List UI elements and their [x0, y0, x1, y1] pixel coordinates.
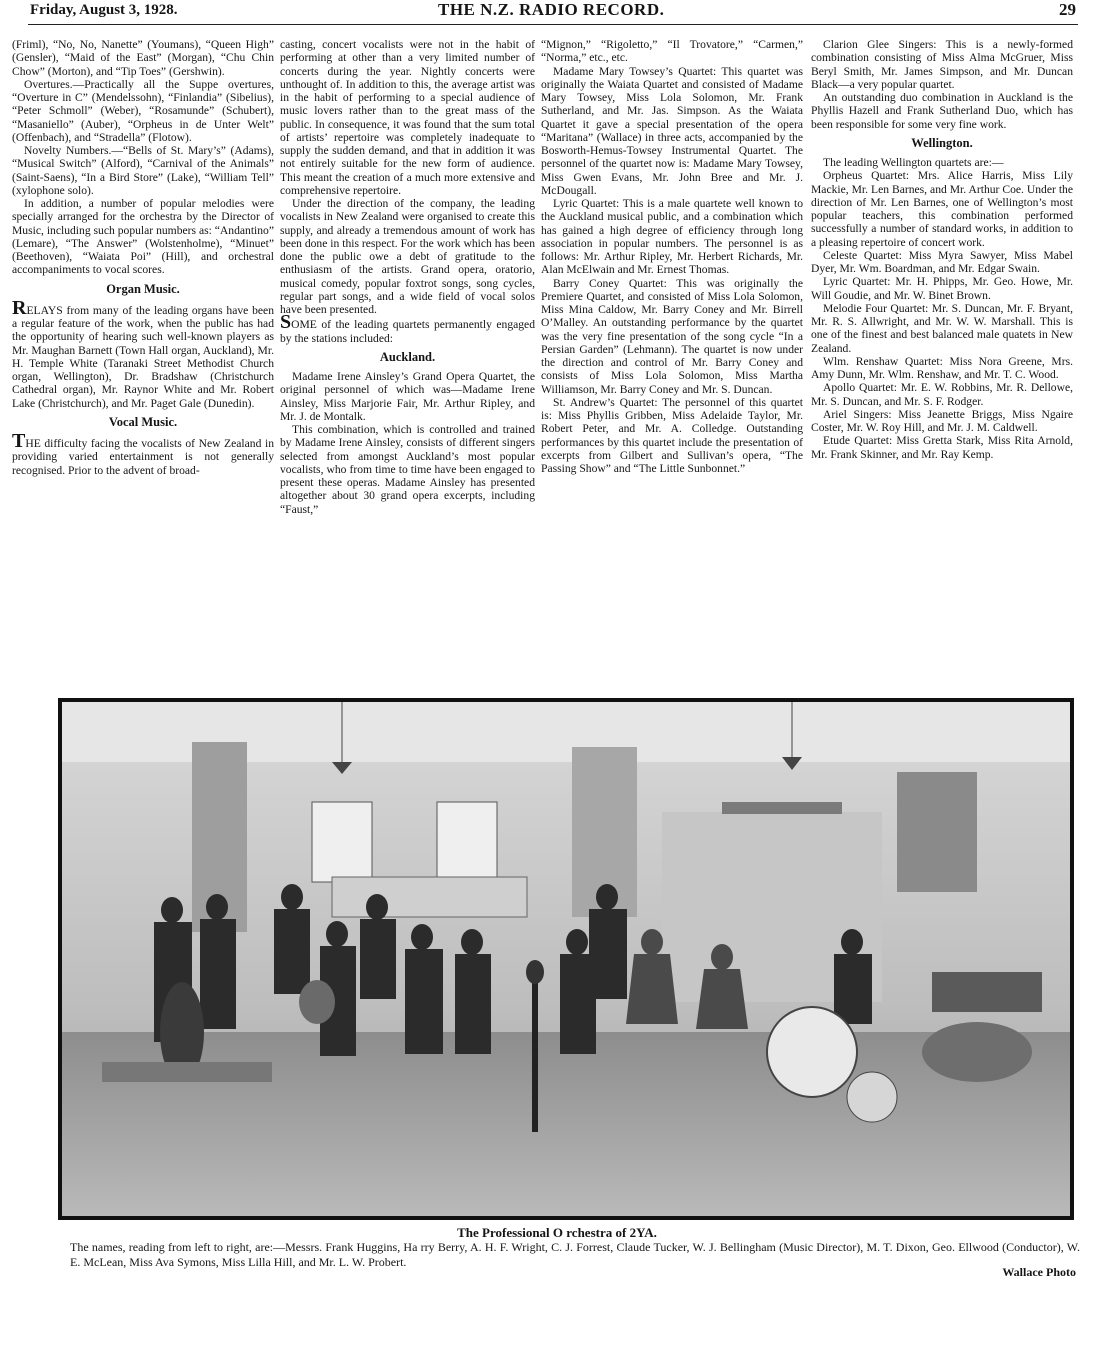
paragraph: Ariel Singers: Miss Jeanette Briggs, Miss Ngaire Coster, Mr. W. Roy Hill, and Mr. J. M. Caldwell. — [811, 407, 1073, 434]
section-heading-wellington: Wellington. — [911, 135, 973, 150]
publication-title: THE N.Z. RADIO RECORD. — [438, 0, 665, 19]
section-heading-auckland: Auckland. — [379, 349, 436, 364]
orchestra-photo — [58, 698, 1074, 1220]
paragraph-text: ELAYS from many of the leading organs have been a regular feature of the work, when the public has had the opportunity of hearing such well-known players as Mr. Maughan Barnett (Town Hall organ, Auckland), Mr. H. Temple White (Taranaki Street Methodist Church organ, Wellington), Dr. Bradshaw (Christchurch Cathedral organ), Mr. Raynor White and Mr. Robert Lake (Christchurch), and Mr. Paget Gale (Dunedin). — [12, 303, 274, 410]
paragraph: Lyric Quartet: Mr. H. Phipps, Mr. Geo. Howe, Mr. Will Goudie, and Mr. W. Binet Brown. — [811, 275, 1073, 302]
section-heading-organ: Organ Music. — [106, 281, 180, 296]
column-4 — [811, 38, 1073, 688]
paragraph: Clarion Glee Singers: This is a newly-formed combination consisting of Miss Alma McGruer, Miss Beryl Smith, Mr. James Simpson, and Mr. Duncan Black—a very popular quartet. — [811, 38, 1073, 91]
column-2 — [280, 38, 535, 688]
page-number: 29 — [1059, 0, 1076, 19]
photo-caption-title: The Professional O rchestra of 2YA. — [457, 1225, 657, 1240]
paragraph: Novelty Numbers.—“Bells of St. Mary’s” (Adams), “Musical Switch” (Alford), “Carnival of the Animals” (Saint-Saens), “In a Bird Store” (Lake), “William Tell” (xylophone solo). — [12, 144, 274, 197]
drop-cap: T — [12, 430, 26, 452]
paragraph: This combination, which is controlled and trained by Madame Irene Ainsley, consists of different singers selected from amongst Auckland’s most popular vocalists, who from time to time have been engaged to present these operas. Madame Ainsley has presented altogether about 30 grand opera excerpts, including “Faust,” — [280, 423, 535, 516]
paragraph — [280, 311, 535, 345]
paragraph: Orpheus Quartet: Mrs. Alice Harris, Miss Lily Mackie, Mr. Len Barnes, and Mr. Arthur Coe. Under the direction of Mr. Len Barnes, one of Wellington’s most popular teachers, this combination performed successfully a number of standard works, in addition to a pleasing repertoire of concert work. — [811, 169, 1073, 249]
paragraph: Etude Quartet: Miss Gretta Stark, Miss Rita Arnold, Mr. Frank Skinner, and Mr. Ray Kemp. — [811, 434, 1073, 461]
paragraph: Celeste Quartet: Miss Myra Sawyer, Miss Mabel Dyer, Mr. Wm. Boardman, and Mr. Edgar Swain. — [811, 248, 1073, 275]
column-1 — [12, 38, 274, 688]
paragraph: An outstanding duo combination in Auckland is the Phyllis Hazell and Frank Sutherland Duo, which has been responsible for some very fine work. — [811, 91, 1073, 131]
drop-cap: R — [12, 296, 27, 319]
photo-credit: Wallace Photo — [1002, 1265, 1076, 1279]
paragraph: Melodie Four Quartet: Mr. S. Duncan, Mr. F. Bryant, Mr. R. S. Allwright, and Mr. W. W. Marshall. This is one of the finest and best balanced male quatets in New Zealand. — [811, 301, 1073, 355]
page-header — [28, 0, 1078, 25]
paragraph: (Friml), “No, No, Nanette” (Youmans), “Queen High” (Gensler), “Maid of the East” (Morgan), “Chu Chin Chow” (Morton), and “Tip Toes” (Gershwin). — [12, 38, 274, 78]
paragraph: Barry Coney Quartet: This was originally the Premiere Quartet, and consisted of Miss Lola Solomon, Miss Mina Caldow, Mr. Barry Coney and Mr. Birrell O’Malley. An outstanding performance by the quartet was the very fine presentation of the song cycle “In a Persian Garden” (Lehmann). The quartet is now under the direction and control of Mr. Barry Coney and consists of Miss Lola Solomon, Miss Martha Williamson, Mr. Barry Coney and Mr. S. Duncan. — [541, 276, 803, 396]
paragraph: Apollo Quartet: Mr. E. W. Robbins, Mr. R. Dellowe, Mr. S. Duncan, and Mr. S. F. Rodger. — [811, 381, 1073, 408]
paragraph — [12, 296, 274, 410]
paragraph-text: OME of the leading quartets permanently engaged by the stations included: — [280, 318, 535, 345]
paragraph: “Mignon,” “Rigoletto,” “Il Trovatore,” “Carmen,” “Norma,” etc., etc. — [541, 38, 803, 65]
paragraph: Wlm. Renshaw Quartet: Miss Nora Greene, Mrs. Amy Dunn, Mr. Wlm. Renshaw, and Mr. T. C. Wood. — [811, 354, 1073, 381]
paragraph: casting, concert vocalists were not in the habit of performing at other than a very limited number of concerts during the year. Nightly concerts were unthought of. In addition to this, the average artist was in the habit of performing to a special audience of music lovers rather than to the great mass of the public. In consequence, it was found that the sum total of artists’ repertoire was completely inadequate to supply the sudden demand, and that in addition it was not entirely suitable for the new form of audience. This meant the creation of a much more extensive and comprehensive repertoire. — [280, 38, 535, 197]
issue-date: Friday, August 3, 1928. — [30, 2, 178, 18]
paragraph: Under the direction of the company, the leading vocalists in New Zealand were organised to create this supply, and already a tremendous amount of work has been done in this respect. For the work which has been done the public owe a debt of gratitude to the enthusiasm of the artists. Grand opera, oratorio, musical comedy, popular foxtrot songs, song cycles, regular part songs, and a wide field of vocal solos have been presented. — [280, 197, 535, 316]
photo-caption-names: The names, reading from left to right, are:—Messrs. Frank Huggins, Ha rry Berry, A. H. F. Wright, C. J. Forrest, Claude Tucker, W. J. Bellingham (Music Director), M. T. Dixon, Geo. Ellwood (Conductor), W. E. McLean, Miss Ava Symons, Miss Lilla Hill, and Mr. L. W. Probert. — [70, 1240, 1080, 1269]
paragraph: St. Andrew’s Quartet: The personnel of this quartet is: Miss Phyllis Gribben, Miss Adelaide Taylor, Mr. Robert Peter, and Mr. A. Colledge. Outstanding performances by this quartet include the presentation of excerpts from Gilbert and Sullivan’s opera, “The Passing Show” and “The Little Sunbonnet.” — [541, 395, 803, 475]
paragraph: Overtures.—Practically all the Suppe overtures, “Overture in C” (Mendelssohn), “Finlandia” (Sibelius), “Peter Schmoll” (Weber), “Rosamunde” (Schubert), “Masaniello” (Auber), “Orpheus in de Unter Welt” (Offenbach), and “Stradella” (Flotow). — [12, 77, 274, 144]
paragraph: The leading Wellington quartets are:— — [823, 156, 1004, 169]
paragraph-text: HE difficulty facing the vocalists of New Zealand in providing varied entertainment is not generally recognised. Prior to the advent of broad- — [12, 437, 274, 477]
paragraph — [12, 430, 274, 477]
paragraph: Madame Mary Towsey’s Quartet: This quartet was originally the Waiata Quartet and consisted of Madame Mary Towsey, Miss Lola Solomon, Mr. Frank Sutherland, and Mr. Jas. Simpson. As the Waiata Quartet it gave a special presentation of the opera “Maritana” (Wallace) in three acts, accompanied by the Bosworth-Hemus-Towsey Instrumental Quartet. The personnel of the quartet now is: Madame Mary Towsey, Miss Gwen Evans, Mr. John Bree and Mr. J. McDougall. — [541, 64, 803, 197]
paragraph: Lyric Quartet: This is a male quartete well known to the Auckland musical public, and a combination which has gained a high degree of efficiency through long association in popular numbers. The personnel is as follows: Mr. Arthur Ripley, Mr. Herbert Richards, Mr. Alan McElwain and Mr. Ernest Thomas. — [541, 197, 803, 277]
section-heading-vocal: Vocal Music. — [108, 414, 178, 429]
paragraph: In addition, a number of popular melodies were specially arranged for the orchestra by the Director of Music, including such popular numbers as: “Andantino” (Lemare), “The Answer” (Wolstenholme), “Minuet” (Beethoven), “Waiata Poi” (Hill), and orchestral accompaniments to vocal scores. — [12, 197, 274, 277]
drop-cap: S — [280, 311, 292, 334]
column-3 — [541, 38, 803, 688]
paragraph: Madame Irene Ainsley’s Grand Opera Quartet, the original personnel of which was—Madame Irene Ainsley, Miss Marjorie Fair, Mr. Arthur Ripley, and Mr. J. de Montalk. — [280, 370, 535, 423]
